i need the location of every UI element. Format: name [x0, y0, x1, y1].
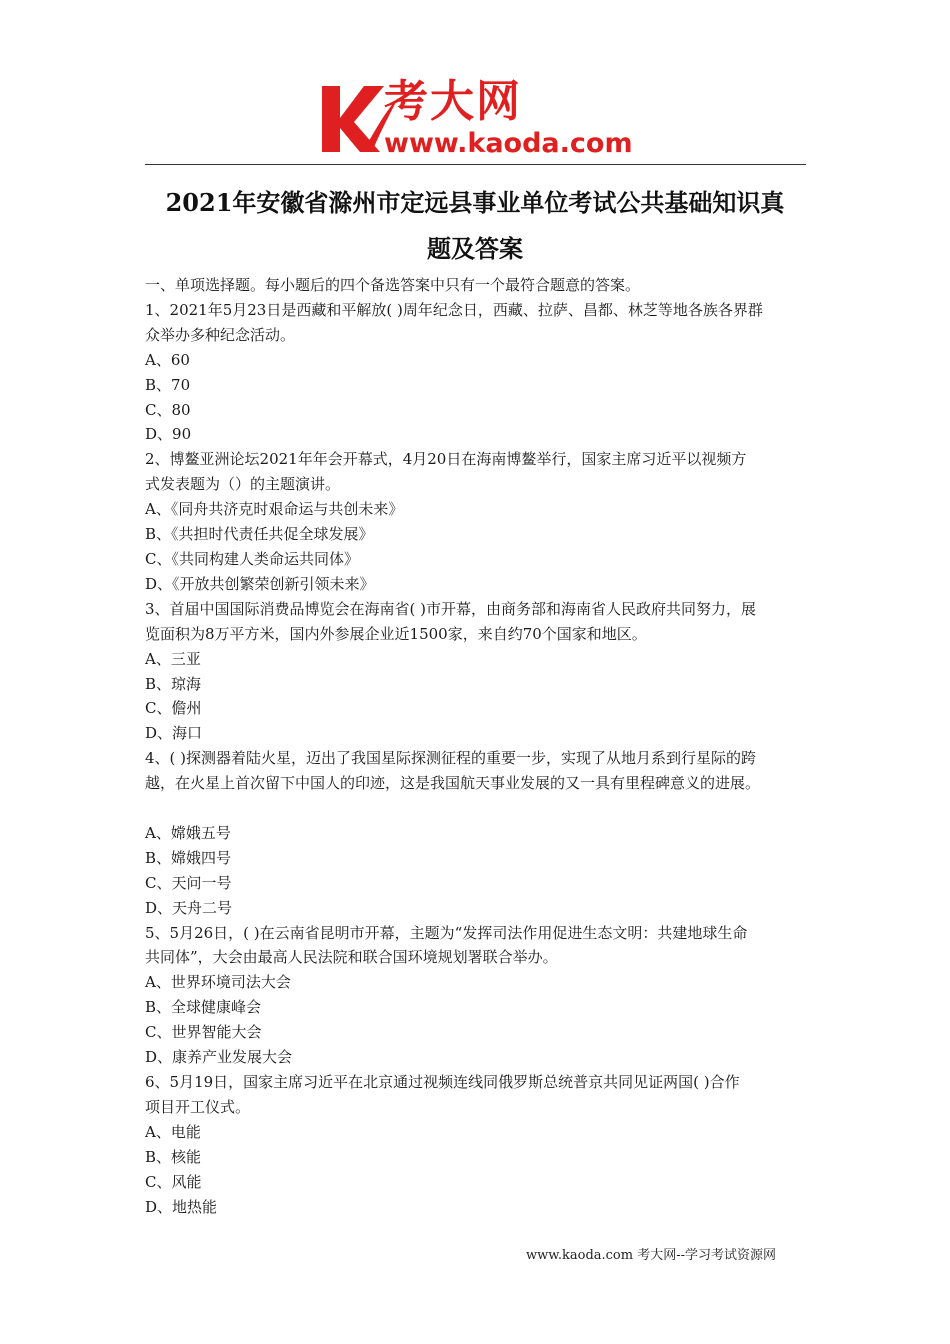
header-divider — [145, 164, 806, 165]
question-stem: 众举办多种纪念活动。 — [145, 325, 296, 344]
option-a: A、嫦娥五号 — [145, 823, 231, 842]
option-d: D、天舟二号 — [145, 898, 233, 917]
question-4 — [145, 746, 825, 920]
option-c: C、世界智能大会 — [145, 1023, 262, 1042]
option-b: B、《共担时代责任共促全球发展》 — [145, 525, 374, 544]
logo-brand-url: www.kaoda.com — [384, 128, 633, 159]
blank-line — [145, 796, 825, 821]
document-title — [140, 180, 810, 272]
option-a: A、世界环境司法大会 — [145, 973, 291, 992]
question-stem: 越，在火星上首次留下中国人的印迹，这是我国航天事业发展的又一具有里程碑意义的进展。 — [145, 774, 761, 793]
question-stem: 1、2021年5月23日是西藏和平解放( )周年纪念日，西藏、拉萨、昌都、林芝等地各族各界群 — [145, 300, 763, 319]
option-b: B、嫦娥四号 — [145, 848, 232, 867]
title-line-1: 2021年安徽省滁州市定远县事业单位考试公共基础知识真 — [165, 188, 785, 217]
document-body — [145, 273, 825, 1219]
option-a: A、《同舟共济克时艰命运与共创未来》 — [145, 500, 404, 519]
option-c: C、天问一号 — [145, 873, 232, 892]
question-3 — [145, 597, 825, 746]
option-a: A、60 — [145, 350, 190, 369]
option-d: D、海口 — [145, 724, 203, 743]
option-d: D、《开放共创繁荣创新引领未来》 — [145, 574, 375, 593]
option-d: D、90 — [145, 425, 192, 444]
question-stem: 览面积为8万平方米，国内外参展企业近1500家，来自约70个国家和地区。 — [145, 624, 647, 643]
question-stem: 4、( )探测器着陆火星，迈出了我国星际探测征程的重要一步，实现了从地月系到行星际的跨 — [145, 749, 757, 768]
option-a: A、电能 — [145, 1122, 201, 1141]
question-stem: 共同体”，大会由最高人民法院和联合国环境规划署联合举办。 — [145, 948, 558, 967]
question-5 — [145, 921, 825, 1070]
question-stem: 项目开工仪式。 — [145, 1097, 251, 1116]
question-stem: 5、5月26日，( )在云南省昆明市开幕，主题为“发挥司法作用促进生态文明：共建地球生命 — [145, 923, 748, 942]
section-intro: 一、单项选择题。每小题后的四个备选答案中只有一个最符合题意的答案。 — [145, 276, 641, 294]
option-a: A、三亚 — [145, 649, 201, 668]
question-6 — [145, 1070, 825, 1219]
option-b: B、70 — [145, 375, 191, 394]
logo-brand-cn: 考大网 — [384, 76, 522, 127]
option-c: C、儋州 — [145, 699, 202, 718]
option-b: B、全球健康峰会 — [145, 998, 262, 1017]
option-c: C、风能 — [145, 1172, 202, 1191]
kaoda-logo[interactable] — [318, 78, 648, 160]
question-stem: 6、5月19日，国家主席习近平在北京通过视频连线同俄罗斯总统普京共同见证两国( )合作 — [145, 1072, 740, 1091]
question-1 — [145, 298, 825, 447]
option-c: C、80 — [145, 400, 191, 419]
question-stem: 2、博鳌亚洲论坛2021年年会开幕式，4月20日在海南博鳌举行，国家主席习近平以视频方 — [145, 450, 747, 469]
option-b: B、琼海 — [145, 674, 202, 693]
option-d: D、地热能 — [145, 1197, 218, 1216]
title-line-2: 题及答案 — [427, 234, 523, 263]
option-c: C、《共同构建人类命运共同体》 — [145, 549, 359, 568]
question-stem: 3、首届中国国际消费品博览会在海南省( )市开幕，由商务部和海南省人民政府共同努力，展 — [145, 599, 757, 618]
question-2 — [145, 447, 825, 596]
question-stem: 式发表题为（）的主题演讲。 — [145, 475, 341, 494]
option-d: D、康养产业发展大会 — [145, 1048, 293, 1067]
option-b: B、核能 — [145, 1147, 202, 1166]
page-footer[interactable]: www.kaoda.com 考大网--学习考试资源网 — [526, 1248, 776, 1263]
